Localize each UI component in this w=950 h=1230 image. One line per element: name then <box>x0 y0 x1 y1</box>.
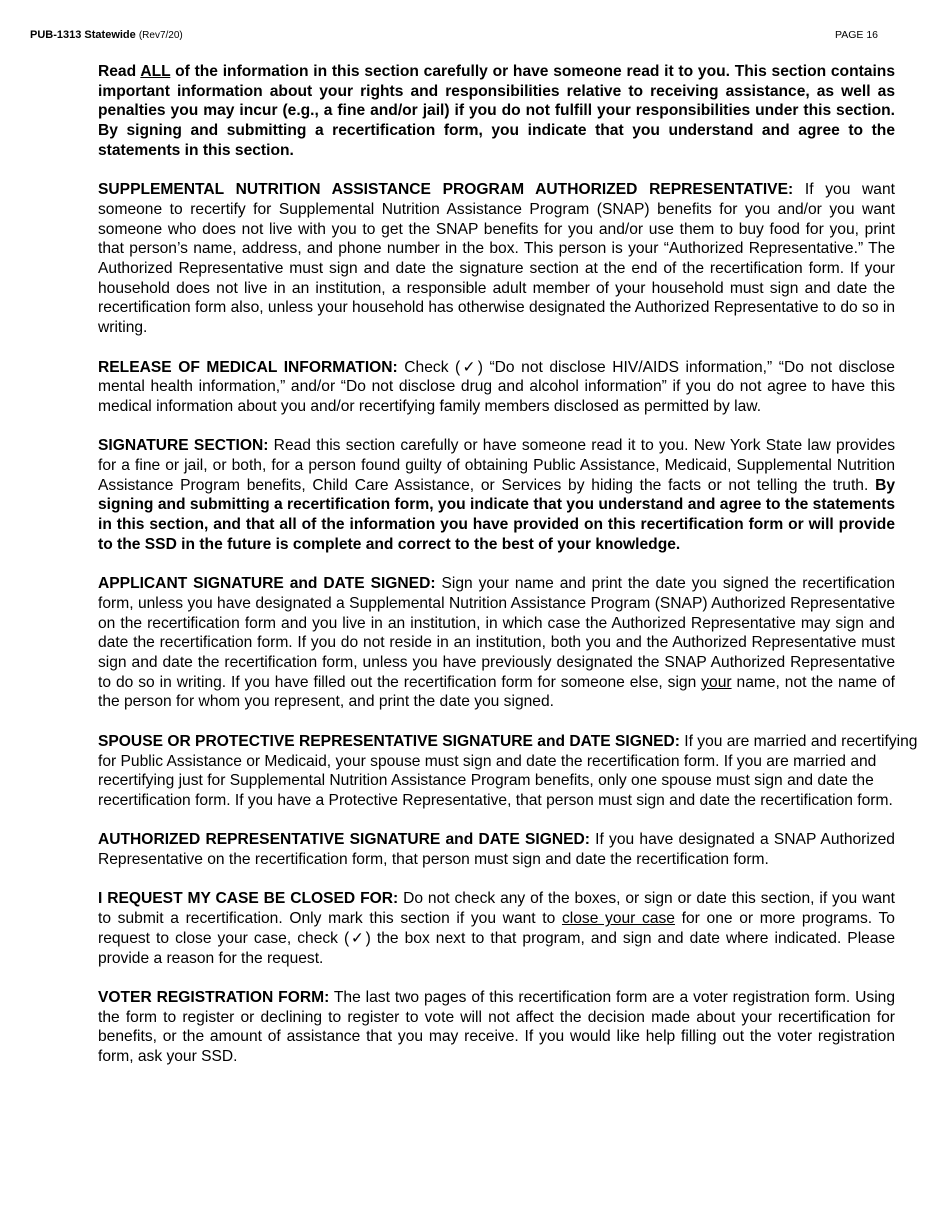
auth-rep-heading: AUTHORIZED REPRESENTATIVE SIGNATURE and DATE SIGNED: <box>98 831 590 849</box>
voter-heading: VOTER REGISTRATION FORM: <box>98 988 330 1006</box>
signature-text: Read this section carefully or have someone read it to you. New York State law provides for a fine or jail, or both, for a person found guilty of obtaining Public Assistance, Medicaid, Supplemental Nutrition Assistance Program benefits, Child Care Assistance, or Services by hiding the facts or not telling the truth. <box>98 437 896 494</box>
close-case-paragraph <box>98 889 895 968</box>
snap-rep-paragraph <box>98 180 895 338</box>
intro-rest: of the information in this section carefully or have someone read it to you. This section contains important information about your rights and responsibilities relative to receiving assistance, as well as penalties you may incur (e.g., a fine and/or jail) if you do not fulfill your responsibilities under this section. By signing and submitting a recertification form, you indicate that you understand and agree to the statements in this section. <box>98 63 895 159</box>
applicant-underlined: your <box>701 673 732 691</box>
voter-paragraph <box>98 988 895 1067</box>
snap-rep-text: If you want someone to recertify for Supplemental Nutrition Assistance Program (SNAP) benefits for you and/or you want someone who does not live with you to get the SNAP benefits for you and/or use them to buy food for you, print that person’s name, address, and phone number in the box. This person is your “Authorized Representative.” The Authorized Representative must sign and date the signature section at the end of the recertification form. If your household does not live in an institution, a responsible adult member of your household must sign and date the recertification form also, unless your household has otherwise designated the Authorized Representative to do so in writing. <box>98 181 895 337</box>
voter-text: The last two pages of this recertification form are a voter registration form. Using the form to register or declining to register to vote will not affect the decision made about your recertification for benefits, or the amount of assistance that you may receive. If you would like help filling out the voter registration form, ask your SSD. <box>98 988 895 1066</box>
applicant-heading: APPLICANT SIGNATURE and DATE SIGNED: <box>98 575 436 593</box>
spouse-text: If you are married and recertifying for Public Assistance or Medicaid, your spouse must sign and date the recertification form. If you are married and recertifying just for Supplemental Nutrition Assistance Program benefits, only one spouse must sign and date the recertification form. If you have a Protective Representative, that person must sign and date the recertification form. <box>98 732 918 809</box>
intro-read: Read <box>98 63 141 80</box>
auth-rep-text: If you have designated a SNAP Authorized Representative on the recertification form, that person must sign and date the recertification form. <box>98 831 895 869</box>
intro-paragraph <box>98 62 895 161</box>
signature-paragraph <box>98 436 895 554</box>
page-number: PAGE 16 <box>835 29 878 41</box>
spouse-paragraph <box>98 732 931 811</box>
form-id: PUB-1313 Statewide <box>30 29 136 41</box>
close-case-underlined: close your case <box>561 910 675 928</box>
applicant-text-1: Sign your name and print the date you signed the recertification form, unless you have designated a Supplemental Nutrition Assistance Program (SNAP) Authorized Representative on the recertification form and you live in an institution, in which case the Authorized Representative may sign and date the recertification form. If you do not reside in an institution, both you and the Authorized Representative must sign and date the recertification form, unless you have previously designated the SNAP Authorized Representative to do so in writing. If you have filled out the recertification form for someone else, sign <box>98 575 895 691</box>
spouse-heading: SPOUSE OR PROTECTIVE REPRESENTATIVE SIGNATURE and DATE SIGNED: <box>98 732 680 750</box>
medical-heading: RELEASE OF MEDICAL INFORMATION: <box>98 358 398 376</box>
auth-rep-paragraph <box>98 830 895 869</box>
medical-paragraph <box>98 358 895 417</box>
signature-heading: SIGNATURE SECTION: <box>98 437 269 455</box>
document-body <box>98 62 918 1086</box>
applicant-paragraph <box>98 574 895 712</box>
form-identifier <box>30 29 183 41</box>
snap-rep-heading: SUPPLEMENTAL NUTRITION ASSISTANCE PROGRAM AUTHORIZED REPRESENTATIVE: <box>98 181 794 199</box>
close-case-text-2: for one or more programs. To request to close your case, check (✓) the box next to that program, and sign and date where indicated. Please provide a reason for the request. <box>98 910 895 967</box>
form-revision: (Rev7/20) <box>138 30 183 41</box>
intro-all: ALL <box>140 63 171 80</box>
applicant-text-2: name, not the name of the person for whom you represent, and print the date you signed. <box>98 673 895 711</box>
signature-bold-text: By signing and submitting a recertification form, you indicate that you understand and agree to the statements in this section, and that all of the information you have provided on this recertification form or will provide to the SSD in the future is complete and correct to the best of your knowledge. <box>98 476 895 553</box>
close-case-text-1: Do not check any of the boxes, or sign or date this section, if you want to submit a recertification. Only mark this section if you want to <box>98 890 896 928</box>
medical-text: Check (✓) “Do not disclose HIV/AIDS information,” “Do not disclose mental health information,” and/or “Do not disclose drug and alcohol information” if you do not agree to have this medical information about you and/or recertifying family members disclosed as permitted by law. <box>98 358 895 415</box>
close-case-heading: I REQUEST MY CASE BE CLOSED FOR: <box>98 890 399 908</box>
